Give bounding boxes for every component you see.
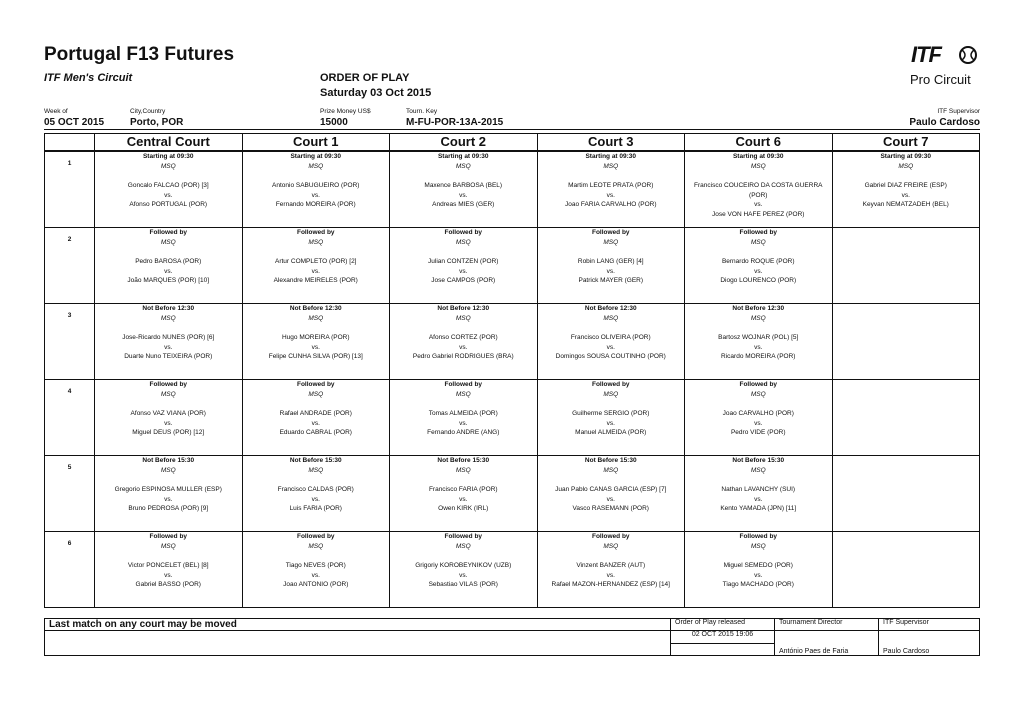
spacer [95, 171, 242, 181]
player-two: Keyvan NEMATZADEH (BEL) [862, 201, 949, 208]
versus-label: vs. [311, 495, 320, 503]
match-time: Not Before 12:30 [584, 305, 637, 312]
match-type: MSQ [455, 238, 471, 246]
versus-label: vs. [754, 419, 763, 427]
spacer [685, 323, 832, 333]
player-two: Joao ANTONIO (POR) [283, 581, 349, 588]
tennis-ball-icon [957, 44, 979, 66]
match-time: Not Before 12:30 [437, 305, 490, 312]
spacer [95, 399, 242, 409]
player-one: Grigoriy KOROBEYNIKOV (UZB) [415, 562, 512, 569]
player-two: Gabriel BASSO (POR) [135, 581, 201, 588]
court-header: Central Court [95, 134, 243, 152]
spacer [538, 475, 685, 485]
court-header: Court 1 [242, 134, 390, 152]
logo-itf-text: ITF [911, 42, 941, 67]
spacer [243, 399, 390, 409]
match-type: MSQ [160, 542, 176, 550]
match-type: MSQ [455, 314, 471, 322]
match-cell [242, 304, 390, 380]
match-time: Followed by [296, 229, 335, 236]
player-one: Juan Pablo CANAS GARCIA (ESP) [7] [555, 486, 667, 493]
versus-label: vs. [459, 571, 468, 579]
match-row [45, 532, 980, 608]
match-type: MSQ [308, 542, 324, 550]
released-blank [671, 643, 775, 656]
spacer [390, 171, 537, 181]
match-type: MSQ [160, 238, 176, 246]
slot-number: 6 [45, 532, 95, 608]
match-time: Followed by [591, 533, 630, 540]
match-time: Not Before 12:30 [289, 305, 342, 312]
slot-number: 3 [45, 304, 95, 380]
versus-label: vs. [164, 419, 173, 427]
player-two: Fernando MOREIRA (POR) [275, 201, 356, 208]
player-one: Afonso VAZ VIANA (POR) [130, 410, 206, 417]
play-date: Saturday 03 Oct 2015 [320, 87, 432, 99]
slot-number: 5 [45, 456, 95, 532]
match-time: Starting at 09:30 [585, 153, 637, 160]
player-one: Bartosz WOJNAR (POL) [5] [718, 334, 799, 341]
match-type: MSQ [160, 314, 176, 322]
order-of-play-table [44, 133, 980, 608]
player-one: Vinzent BANZER (AUT) [576, 562, 646, 569]
match-row [45, 380, 980, 456]
footer-supervisor-label: ITF Supervisor [879, 619, 980, 631]
player-one: Francisco CALDAS (POR) [277, 486, 354, 493]
match-cell [242, 228, 390, 304]
spacer [390, 551, 537, 561]
spacer [538, 323, 685, 333]
player-one: Antonio SABUGUEIRO (POR) [272, 182, 360, 189]
match-type: MSQ [455, 162, 471, 170]
match-type: MSQ [750, 542, 766, 550]
player-two: Domingos SOUSA COUTINHO (POR) [555, 353, 666, 360]
week-label: Week of [44, 108, 68, 115]
match-cell [537, 304, 685, 380]
slot-number: 4 [45, 380, 95, 456]
director-label: Tournament Director [775, 619, 879, 631]
match-time: Followed by [591, 229, 630, 236]
spacer [685, 247, 832, 257]
player-two: Joao FARIA CARVALHO (POR) [564, 201, 657, 208]
match-type: MSQ [160, 390, 176, 398]
order-of-play-heading: ORDER OF PLAY [320, 72, 410, 84]
page-title: Portugal F13 Futures [44, 44, 235, 65]
player-two: Rafael MAZON-HERNANDEZ (ESP) [14] [551, 581, 670, 588]
player-one: Rafael ANDRADE (POR) [279, 410, 352, 417]
match-time: Not Before 15:30 [437, 457, 490, 464]
match-cell [390, 456, 538, 532]
player-two: Jose CAMPOS (POR) [431, 277, 496, 284]
match-cell [685, 228, 833, 304]
match-type: MSQ [308, 314, 324, 322]
match-time: Followed by [296, 381, 335, 388]
versus-label: vs. [311, 343, 320, 351]
player-one: Francisco COUCEIRO DA COSTA GUERRA (POR) [694, 182, 823, 199]
match-cell [537, 456, 685, 532]
match-cell [242, 151, 390, 228]
match-type: MSQ [603, 314, 619, 322]
released-label: Order of Play released [671, 619, 775, 631]
match-cell [685, 151, 833, 228]
match-time: Starting at 09:30 [437, 153, 489, 160]
match-cell [685, 456, 833, 532]
match-time: Followed by [444, 381, 483, 388]
player-two: Owen KIRK (IRL) [438, 505, 489, 512]
court-header: Court 7 [832, 134, 980, 152]
city-value: Porto, POR [130, 117, 184, 128]
match-cell [390, 228, 538, 304]
player-two: Ricardo MOREIRA (POR) [721, 353, 796, 360]
versus-label: vs. [311, 571, 320, 579]
match-cell [537, 532, 685, 608]
match-time: Followed by [149, 533, 188, 540]
versus-label: vs. [754, 343, 763, 351]
match-time: Followed by [739, 229, 778, 236]
match-cell [832, 228, 980, 304]
match-type: MSQ [750, 466, 766, 474]
spacer [243, 475, 390, 485]
match-cell [685, 304, 833, 380]
versus-label: vs. [459, 267, 468, 275]
player-one: Tiago NEVES (POR) [285, 562, 346, 569]
match-cell [390, 532, 538, 608]
versus-label: vs. [459, 419, 468, 427]
spacer [390, 399, 537, 409]
circuit-subtitle: ITF Men's Circuit [44, 72, 133, 84]
player-two: Eduardo CABRAL (POR) [279, 429, 352, 436]
player-one: Gabriel DIAZ FREIRE (ESP) [864, 182, 947, 189]
court-header: Court 2 [390, 134, 538, 152]
player-two: Kento YAMADA (JPN) [11] [720, 505, 797, 512]
match-cell [537, 380, 685, 456]
player-two: Afonso PORTUGAL (POR) [129, 201, 208, 208]
player-two: Tiago MACHADO (POR) [722, 581, 794, 588]
match-cell [242, 456, 390, 532]
player-one: Miguel SEMEDO (POR) [723, 562, 793, 569]
match-time: Not Before 12:30 [732, 305, 785, 312]
spacer [95, 551, 242, 561]
match-cell [95, 151, 243, 228]
player-one: Tomas ALMEIDA (POR) [428, 410, 498, 417]
versus-label: vs. [606, 191, 615, 199]
spacer [243, 171, 390, 181]
footer-supervisor-value: Paulo Cardoso [879, 631, 980, 656]
slot-number: 1 [45, 151, 95, 228]
spacer [685, 475, 832, 485]
spacer [390, 247, 537, 257]
match-cell [537, 228, 685, 304]
player-one: Robin LANG (GER) [4] [577, 258, 644, 265]
footer-table [44, 618, 980, 656]
versus-label: vs. [754, 267, 763, 275]
versus-label: vs. [164, 495, 173, 503]
player-one: Julian CONTZEN (POR) [428, 258, 499, 265]
match-time: Followed by [739, 533, 778, 540]
slot-header [45, 134, 95, 152]
match-type: MSQ [603, 390, 619, 398]
header-divider [44, 129, 980, 130]
player-two: Diogo LOURENCO (POR) [720, 277, 797, 284]
match-type: MSQ [750, 238, 766, 246]
match-type: MSQ [750, 390, 766, 398]
supervisor-value: Paulo Cardoso [909, 117, 980, 128]
match-time: Not Before 15:30 [289, 457, 342, 464]
match-row [45, 304, 980, 380]
last-match-note: Last match on any court may be moved [45, 619, 671, 631]
match-time: Followed by [149, 229, 188, 236]
player-two: Pedro Gabriel RODRIGUES (BRA) [412, 353, 514, 360]
match-row [45, 151, 980, 228]
footer-blank [45, 631, 671, 656]
itf-pro-circuit-logo [907, 42, 983, 92]
match-cell [390, 151, 538, 228]
match-cell [95, 228, 243, 304]
versus-label: vs. [606, 343, 615, 351]
spacer [243, 551, 390, 561]
spacer [95, 323, 242, 333]
match-time: Not Before 15:30 [584, 457, 637, 464]
match-cell [242, 532, 390, 608]
player-one: Jose-Ricardo NUNES (POR) [6] [122, 334, 215, 341]
match-time: Starting at 09:30 [732, 153, 784, 160]
match-time: Followed by [296, 533, 335, 540]
match-cell [95, 532, 243, 608]
match-type: MSQ [308, 238, 324, 246]
match-cell [685, 380, 833, 456]
match-cell [95, 380, 243, 456]
match-type: MSQ [603, 238, 619, 246]
player-two: Pedro VIDE (POR) [730, 429, 786, 436]
player-two: Duarte Nuno TEIXEIRA (POR) [124, 353, 213, 360]
match-type: MSQ [603, 466, 619, 474]
city-label: City,Country [130, 108, 166, 115]
match-time: Followed by [444, 533, 483, 540]
spacer [538, 171, 685, 181]
player-one: Joao CARVALHO (POR) [722, 410, 794, 417]
player-two: Luis FARIA (POR) [289, 505, 342, 512]
spacer [685, 551, 832, 561]
player-one: Pedro BAROSA (POR) [135, 258, 202, 265]
player-one: Victor PONCELET (BEL) [8] [127, 562, 209, 569]
versus-label: vs. [901, 191, 910, 199]
player-two: Andreas MIES (GER) [432, 201, 495, 208]
player-one: Guilherme SERGIO (POR) [572, 410, 650, 417]
match-cell [685, 532, 833, 608]
match-time: Followed by [591, 381, 630, 388]
match-row [45, 456, 980, 532]
match-cell [832, 532, 980, 608]
spacer [243, 323, 390, 333]
player-two: Patrick MAYER (GER) [578, 277, 644, 284]
spacer [243, 247, 390, 257]
match-cell [242, 380, 390, 456]
spacer [538, 551, 685, 561]
match-type: MSQ [603, 542, 619, 550]
released-value: 02 OCT 2015 19:06 [671, 631, 775, 644]
tourn-key-value: M-FU-POR-13A-2015 [406, 117, 504, 128]
match-type: MSQ [750, 314, 766, 322]
player-one: Martim LEOTE PRATA (POR) [568, 182, 654, 189]
prize-value: 15000 [320, 117, 348, 128]
versus-label: vs. [754, 571, 763, 579]
player-one: Goncalo FALCAO (POR) [3] [127, 182, 209, 189]
match-cell [95, 304, 243, 380]
player-two: Vasco RASEMANN (POR) [572, 505, 649, 512]
spacer [538, 247, 685, 257]
player-one: Hugo MOREIRA (POR) [281, 334, 350, 341]
player-two: João MARQUES (POR) [10] [127, 277, 210, 284]
match-cell [390, 304, 538, 380]
match-time: Starting at 09:30 [290, 153, 342, 160]
match-type: MSQ [455, 542, 471, 550]
match-type: MSQ [160, 466, 176, 474]
versus-label: vs. [606, 419, 615, 427]
match-type: MSQ [455, 390, 471, 398]
court-header-row [45, 134, 980, 152]
match-time: Not Before 12:30 [142, 305, 195, 312]
versus-label: vs. [164, 267, 173, 275]
spacer [538, 399, 685, 409]
match-type: MSQ [750, 162, 766, 170]
versus-label: vs. [164, 571, 173, 579]
slot-number: 2 [45, 228, 95, 304]
match-type: MSQ [603, 162, 619, 170]
match-time: Starting at 09:30 [880, 153, 932, 160]
versus-label: vs. [754, 495, 763, 503]
versus-label: vs. [311, 419, 320, 427]
spacer [390, 475, 537, 485]
supervisor-label: ITF Supervisor [937, 108, 980, 115]
player-one: Nathan LAVANCHY (SUI) [721, 486, 796, 493]
match-cell [832, 456, 980, 532]
spacer [833, 171, 980, 181]
versus-label: vs. [311, 267, 320, 275]
tourn-key-label: Tourn. Key [406, 108, 438, 115]
match-type: MSQ [308, 162, 324, 170]
versus-label: vs. [606, 495, 615, 503]
match-row [45, 228, 980, 304]
versus-label: vs. [164, 191, 173, 199]
spacer [390, 323, 537, 333]
spacer [95, 475, 242, 485]
versus-label: vs. [754, 201, 763, 208]
player-one: Francisco OLIVEIRA (POR) [570, 334, 651, 341]
match-cell [832, 380, 980, 456]
logo-pro-circuit-text: Pro Circuit [910, 72, 971, 87]
versus-label: vs. [606, 267, 615, 275]
match-time: Not Before 15:30 [732, 457, 785, 464]
player-one: Gregorio ESPINOSA MULLER (ESP) [114, 486, 222, 493]
player-two: Fernando ANDRE (ANG) [427, 429, 500, 436]
player-two: Bruno PEDROSA (POR) [9] [128, 505, 209, 512]
player-one: Artur COMPLETO (POR) [2] [274, 258, 357, 265]
versus-label: vs. [459, 495, 468, 503]
player-one: Francisco FARIA (POR) [428, 486, 498, 493]
player-two: Sebastiao VILAS (POR) [428, 581, 498, 588]
player-two: Alexandre MEIRELES (POR) [273, 277, 358, 284]
player-two: Miguel DEUS (POR) [12] [132, 429, 205, 436]
spacer [95, 247, 242, 257]
week-value: 05 OCT 2015 [44, 117, 105, 128]
match-time: Starting at 09:30 [142, 153, 194, 160]
match-cell [537, 151, 685, 228]
versus-label: vs. [459, 191, 468, 199]
player-two: Felipe CUNHA SILVA (POR) [13] [268, 353, 363, 360]
court-header: Court 3 [537, 134, 685, 152]
versus-label: vs. [311, 191, 320, 199]
player-one: Bernardo ROQUE (POR) [721, 258, 795, 265]
prize-label: Prize Money US$ [320, 108, 371, 115]
match-time: Followed by [739, 381, 778, 388]
match-type: MSQ [455, 466, 471, 474]
player-two: Manuel ALMEIDA (POR) [575, 429, 647, 436]
match-cell [95, 456, 243, 532]
match-time: Followed by [149, 381, 188, 388]
spacer [685, 171, 832, 181]
match-cell [832, 304, 980, 380]
match-time: Not Before 15:30 [142, 457, 195, 464]
versus-label: vs. [606, 571, 615, 579]
match-type: MSQ [308, 466, 324, 474]
versus-label: vs. [459, 343, 468, 351]
match-type: MSQ [160, 162, 176, 170]
versus-label: vs. [164, 343, 173, 351]
director-value: António Paes de Faria [775, 631, 879, 656]
player-one: Afonso CORTEZ (POR) [428, 334, 498, 341]
match-cell [832, 151, 980, 228]
match-cell [390, 380, 538, 456]
player-two: Jose VON HAFE PEREZ (POR) [712, 210, 805, 218]
court-header: Court 6 [685, 134, 833, 152]
match-type: MSQ [308, 390, 324, 398]
match-type: MSQ [898, 162, 914, 170]
player-one: Maxence BARBOSA (BEL) [424, 182, 503, 189]
match-time: Followed by [444, 229, 483, 236]
spacer [685, 399, 832, 409]
